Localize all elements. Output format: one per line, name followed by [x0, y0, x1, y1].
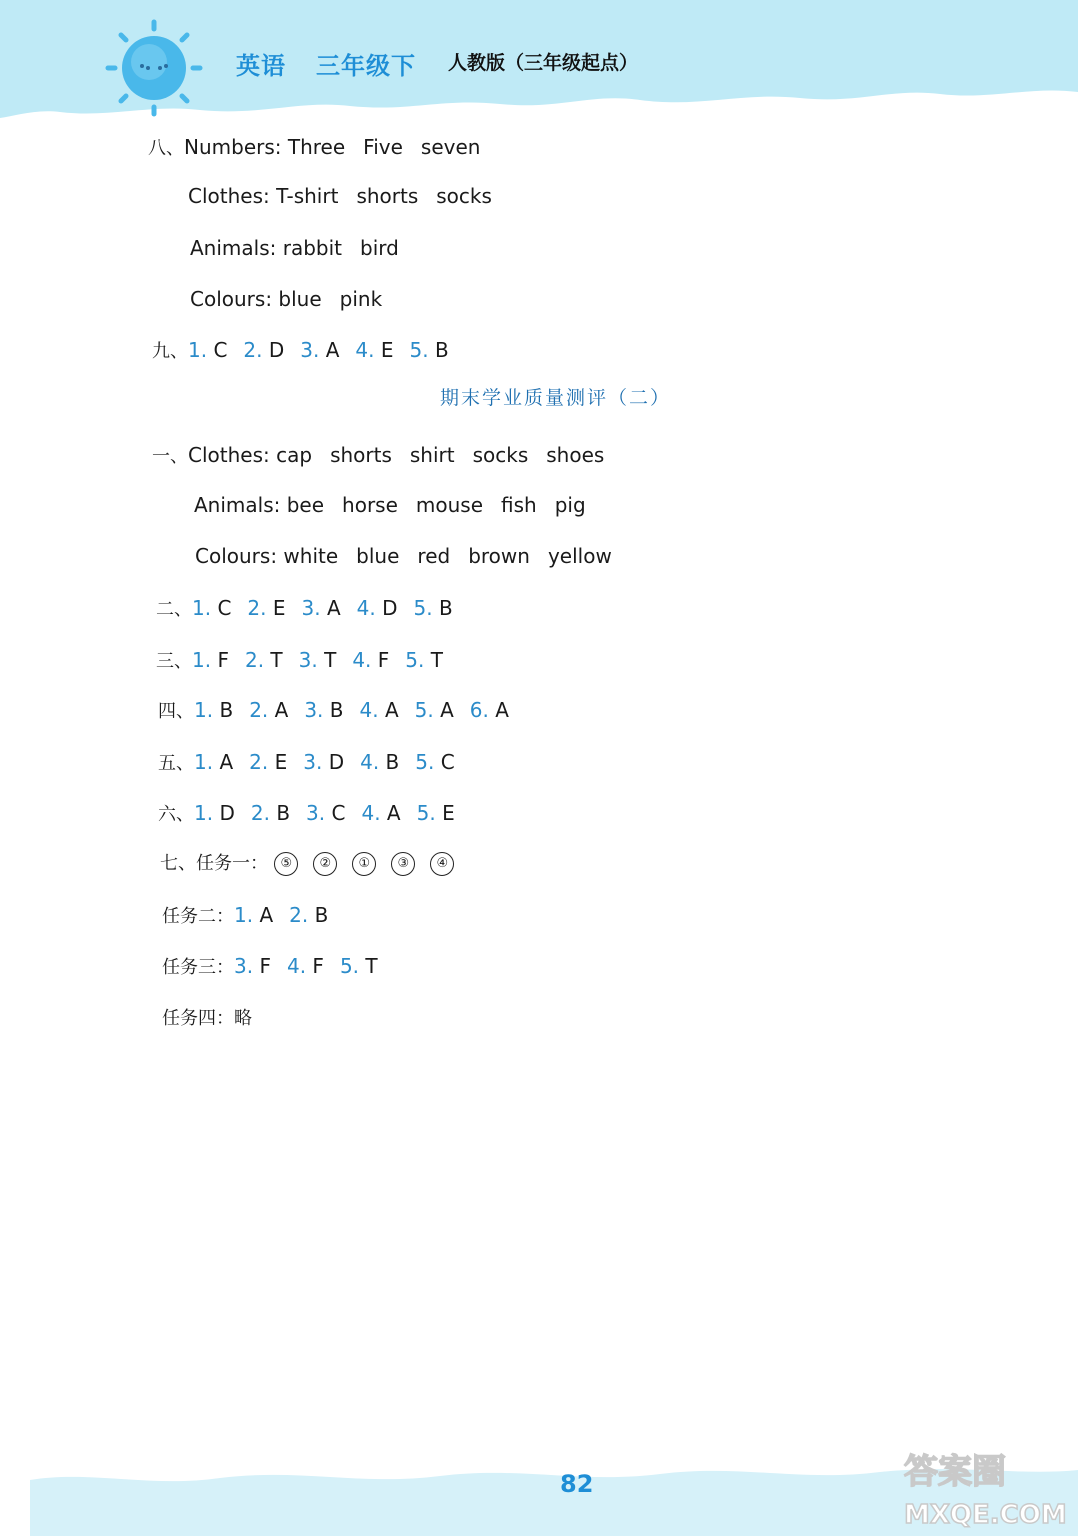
q1-row-animals	[194, 493, 586, 517]
answer-word: shorts	[330, 443, 392, 467]
header-subject: 英语	[236, 52, 286, 80]
q1-row-clothes	[152, 442, 604, 468]
answer-item: 5. E	[416, 801, 455, 825]
category-label: Animals:	[194, 493, 281, 517]
answer-word: Five	[363, 135, 403, 159]
answer-item: 5. C	[415, 750, 455, 774]
answer-item: 1. A	[194, 750, 234, 774]
category-label: Clothes:	[188, 184, 270, 208]
answer-word: rabbit	[282, 236, 343, 260]
answer-item: 5. T	[405, 648, 443, 672]
answer-word: socks	[436, 184, 492, 208]
answer-item: 2. B	[289, 903, 329, 927]
q2-label: 二、	[156, 599, 192, 620]
answer-item: 1. C	[188, 338, 228, 362]
watermark-url: MXQE.COM	[904, 1500, 1067, 1530]
answer-item: 3. D	[303, 750, 345, 774]
answer-word: seven	[420, 135, 481, 159]
answer-word: shirt	[409, 443, 455, 467]
part-nine-row	[152, 337, 465, 363]
q7-task2-row	[162, 902, 344, 928]
answer-item: 3. A	[300, 338, 340, 362]
answer-word: socks	[472, 443, 529, 467]
answer-item: 6. A	[469, 698, 509, 722]
answer-item: 1. F	[192, 648, 229, 672]
answer-item: 2. D	[243, 338, 285, 362]
answer-item: 3. C	[306, 801, 346, 825]
answer-word: bird	[360, 236, 399, 260]
answer-item: 2. A	[249, 698, 289, 722]
answer-word: shoes	[546, 443, 605, 467]
q4-row	[158, 697, 525, 723]
answer-word: fish	[501, 493, 537, 517]
answer-item: 4. A	[359, 698, 399, 722]
answer-item: 4. A	[361, 801, 401, 825]
answer-word: pig	[554, 493, 586, 517]
answer-word: pink	[339, 287, 383, 311]
answer-word: mouse	[415, 493, 484, 517]
answer-item: 3. T	[298, 648, 337, 672]
answer-item: 1. C	[192, 596, 232, 620]
q1-row-colours	[195, 544, 612, 568]
q6-label: 六、	[158, 804, 194, 825]
task4-text: 略	[234, 1008, 252, 1029]
answer-item: 5. B	[409, 338, 449, 362]
part-nine-label: 九、	[152, 341, 188, 362]
answer-item: 4. F	[352, 648, 390, 672]
answer-item: 2. T	[244, 648, 283, 672]
header-edition: 人教版（三年级起点）	[448, 52, 639, 74]
q7-task3-row	[162, 953, 394, 979]
part-eight-row-numbers	[148, 134, 480, 160]
category-label: Colours:	[195, 544, 278, 568]
answer-item: 5. T	[339, 954, 378, 978]
q5-row	[158, 749, 471, 775]
part-eight-row-colours	[190, 287, 382, 311]
answer-item: 1. D	[194, 801, 235, 825]
watermark-logo	[900, 1445, 1076, 1533]
circled-number: ②	[313, 852, 337, 876]
category-label: Numbers:	[184, 135, 282, 159]
answer-item: 2. B	[250, 801, 291, 825]
answer-item: 4. E	[355, 338, 394, 362]
q7-task1-row	[160, 849, 469, 876]
answer-item: 5. A	[414, 698, 454, 722]
category-label: Clothes:	[188, 443, 270, 467]
answer-item: 3. F	[234, 954, 271, 978]
q5-label: 五、	[158, 753, 194, 774]
answer-item: 4. D	[356, 596, 398, 620]
answer-item: 4. B	[360, 750, 400, 774]
task3-label: 任务三：	[162, 957, 234, 978]
answer-word: yellow	[547, 544, 612, 568]
part-eight-label: 八、	[148, 138, 184, 159]
answer-word: blue	[356, 544, 400, 568]
answer-item: 5. B	[413, 596, 453, 620]
answer-item: 2. E	[249, 750, 288, 774]
header-grade: 三年级下	[316, 52, 416, 80]
q3-label: 三、	[156, 651, 192, 672]
answer-word: blue	[278, 287, 322, 311]
circled-number: ④	[430, 852, 454, 876]
watermark-text: 答案圈	[904, 1452, 1006, 1492]
task4-label: 任务四：	[162, 1008, 234, 1029]
answer-item: 3. B	[304, 698, 344, 722]
answer-word: red	[417, 544, 451, 568]
answer-item: 4. F	[286, 954, 324, 978]
q6-row	[158, 800, 471, 826]
part-eight-row-clothes	[188, 184, 492, 208]
answer-word: cap	[276, 443, 313, 467]
task1-label: 任务一：	[196, 853, 268, 874]
answer-item: 2. E	[247, 596, 286, 620]
q7-label: 七、	[160, 853, 196, 874]
answer-item: 1. B	[194, 698, 234, 722]
answer-item: 1. A	[234, 903, 274, 927]
q1-label: 一、	[152, 446, 188, 467]
answer-word: shorts	[356, 184, 419, 208]
q3-row	[156, 647, 459, 673]
answer-word: brown	[468, 544, 530, 568]
q2-row	[156, 595, 469, 621]
q4-label: 四、	[158, 701, 194, 722]
answer-item: 3. A	[301, 596, 341, 620]
task2-label: 任务二：	[162, 906, 234, 927]
answer-word: white	[283, 544, 339, 568]
circled-number: ①	[352, 852, 376, 876]
answer-word: Three	[287, 135, 346, 159]
section-title: 期末学业质量测评（二）	[440, 387, 672, 409]
sun-logo-icon	[104, 18, 204, 118]
category-label: Colours:	[190, 287, 273, 311]
circled-number: ⑤	[274, 852, 298, 876]
answer-word: bee	[286, 493, 325, 517]
answer-word: T-shirt	[276, 184, 339, 208]
part-eight-row-animals	[190, 236, 399, 260]
category-label: Animals:	[190, 236, 277, 260]
page-number: 82	[560, 1470, 594, 1498]
q7-task4-row	[162, 1004, 252, 1030]
answer-word: horse	[342, 493, 398, 517]
circled-number: ③	[391, 852, 415, 876]
